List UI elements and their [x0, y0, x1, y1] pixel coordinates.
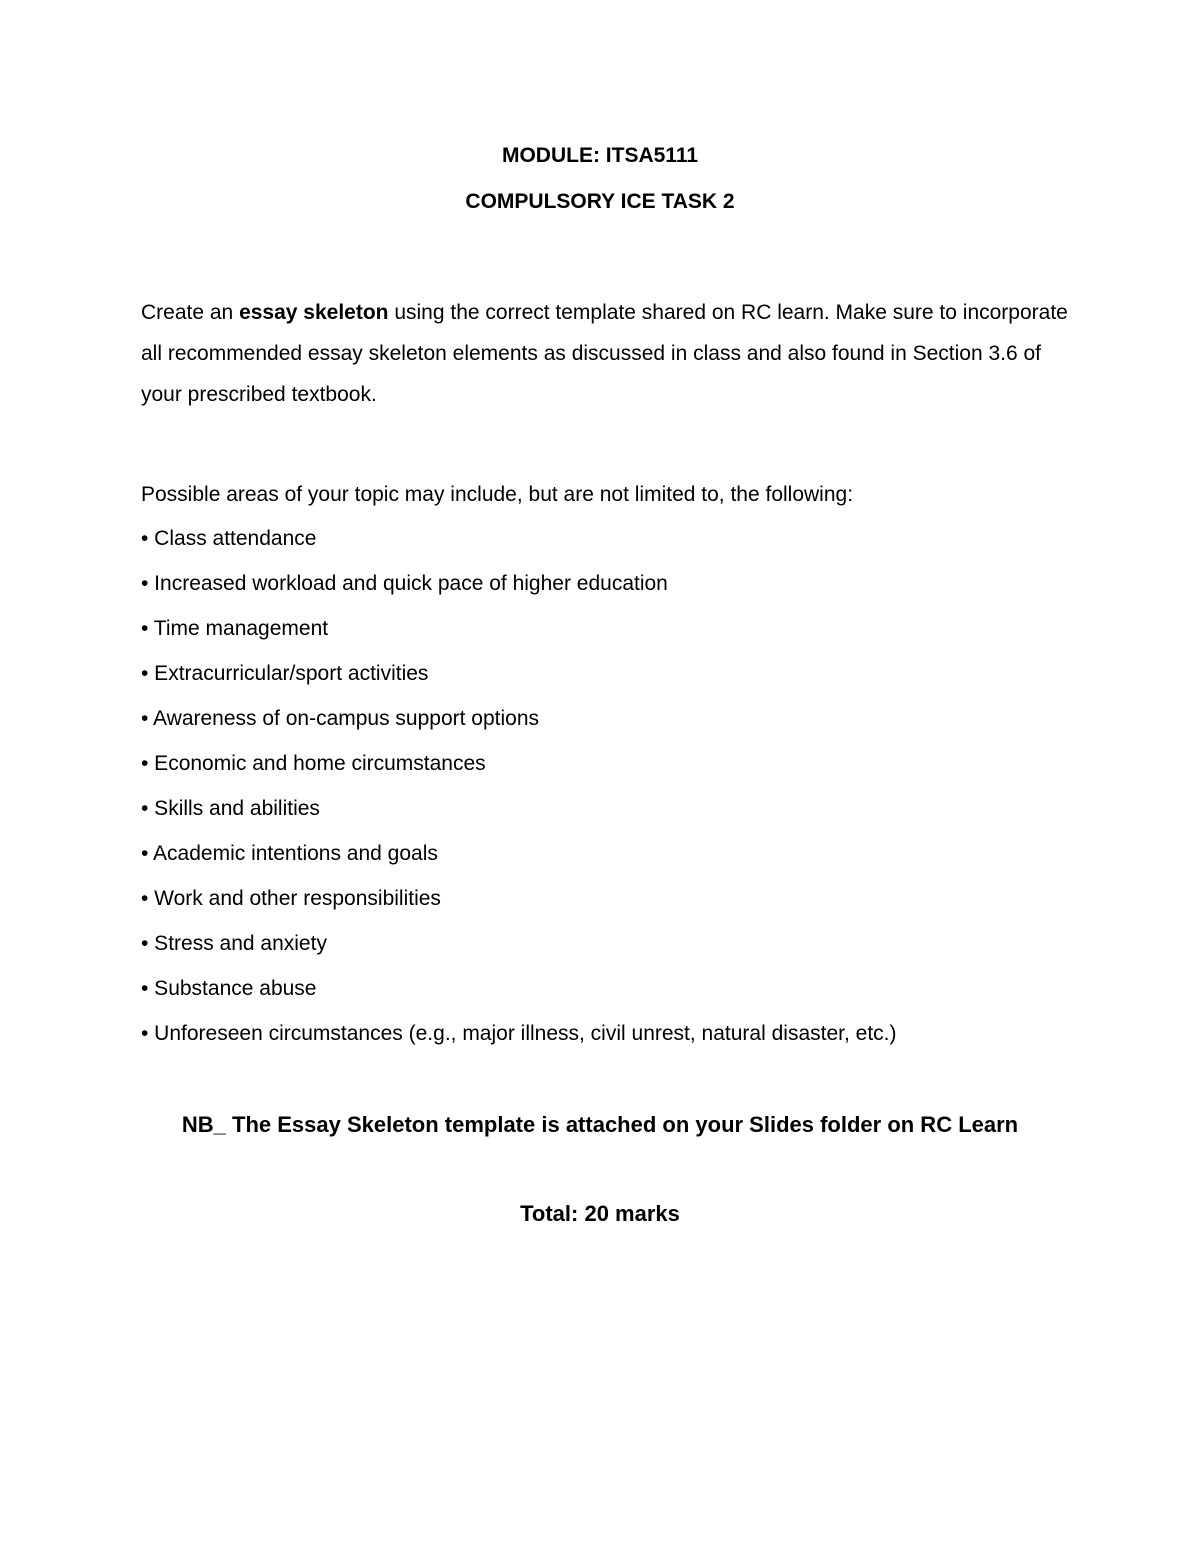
- task-heading: COMPULSORY ICE TASK 2: [465, 190, 735, 213]
- instructions-prefix: Create an: [141, 301, 240, 324]
- list-item: • Increased workload and quick pace of higher education: [141, 572, 668, 595]
- list-item: • Time management: [141, 617, 329, 640]
- list-item: • Work and other responsibilities: [141, 887, 441, 910]
- list-item: • Academic intentions and goals: [141, 842, 438, 865]
- list-item: • Class attendance: [141, 527, 317, 550]
- list-item: • Awareness of on-campus support options: [141, 707, 540, 730]
- nb-note: NB_ The Essay Skeleton template is attached on your Slides folder on RC Learn: [181, 1112, 1019, 1137]
- topics-list: [141, 524, 896, 1064]
- instructions-paragraph: [141, 292, 1071, 415]
- list-item: • Economic and home circumstances: [141, 752, 486, 775]
- instructions-suffix: using the correct template shared on RC learn. Make sure to incorporate all recommended essay skeleton elements as discussed in class and also found in Section 3.6 of your prescribed textbook.: [141, 301, 1068, 406]
- list-item: • Unforeseen circumstances (e.g., major illness, civil unrest, natural disaster, etc.): [141, 1022, 897, 1045]
- topics-intro: Possible areas of your topic may include, but are not limited to, the following:: [141, 483, 854, 506]
- module-heading: MODULE: ITSA5111: [501, 144, 699, 167]
- list-item: • Extracurricular/sport activities: [141, 662, 429, 685]
- list-item: • Substance abuse: [141, 977, 317, 1000]
- instructions-bold-term: essay skeleton: [239, 301, 389, 324]
- list-item: • Skills and abilities: [141, 797, 320, 820]
- total-marks: Total: 20 marks: [520, 1201, 680, 1226]
- list-item: • Stress and anxiety: [141, 932, 327, 955]
